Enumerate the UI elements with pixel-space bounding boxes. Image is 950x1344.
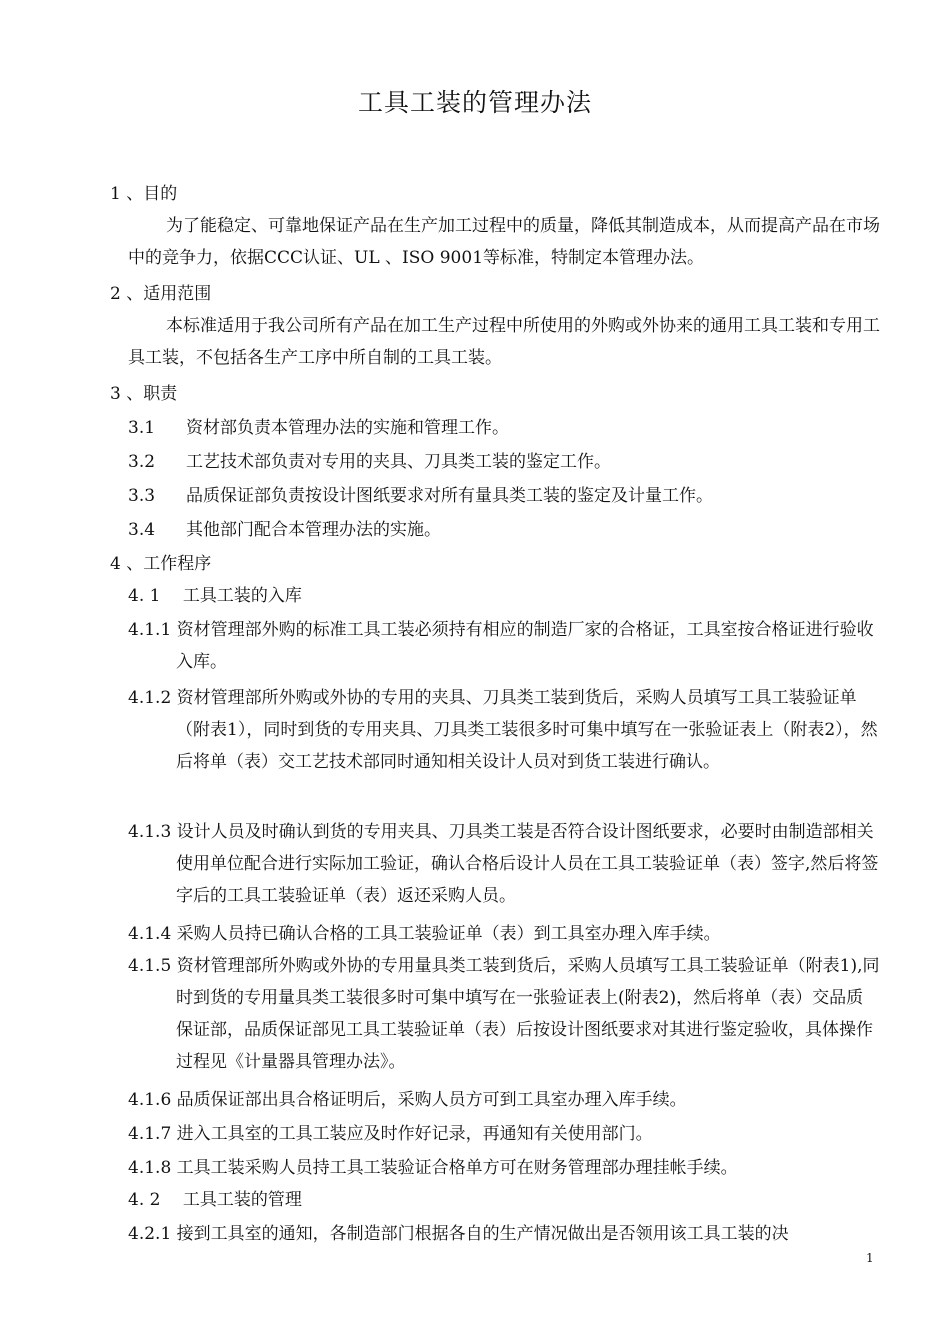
list-item: 4.1.1 资材管理部外购的标准工具工装必须持有相应的制造厂家的合格证，工具室按合格证进行验收入库。 xyxy=(128,620,874,672)
list-item: 4.1.6 品质保证部出具合格证明后，采购人员方可到工具室办理入库手续。 xyxy=(128,1090,687,1110)
subsection-heading-warehousing: 4. 1 工具工装的入库 xyxy=(128,586,302,606)
item-text: 资材部负责本管理办法的实施和管理工作。 xyxy=(186,418,509,438)
section-heading-purpose: 1 、目的 xyxy=(110,184,178,204)
list-item xyxy=(128,514,441,546)
list-item xyxy=(128,446,611,478)
list-item: 4.1.2 资材管理部所外购或外协的专用的夹具、刀具类工装到货后，采购人员填写工具工装验证单（附表1），同时到货的专用夹具、刀具类工装很多时可集中填写在一张验证表上（附表2），然后将单（表）交工艺技术部同时通知相关设计人员对到货工装进行确认。 xyxy=(128,688,878,772)
page-number: 1 xyxy=(866,1251,874,1265)
item-text: 品质保证部负责按设计图纸要求对所有量具类工装的鉴定及计量工作。 xyxy=(186,486,713,506)
paragraph-scope: 本标准适用于我公司所有产品在加工生产过程中所使用的外购或外协来的通用工具工装和专用工具工装，不包括各生产工序中所自制的工具工装。 xyxy=(128,316,880,368)
list-item: 4.1.4 采购人员持已确认合格的工具工装验证单（表）到工具室办理入库手续。 xyxy=(128,924,721,944)
list-item xyxy=(128,412,509,444)
item-text: 工艺技术部负责对专用的夹具、刀具类工装的鉴定工作。 xyxy=(186,452,611,472)
document-title: 工具工装的管理办法 xyxy=(357,88,592,117)
list-item: 4.1.8 工具工装采购人员持工具工装验证合格单方可在财务管理部办理挂帐手续。 xyxy=(128,1158,738,1178)
section-heading-scope: 2 、适用范围 xyxy=(110,284,212,304)
section-heading-responsibility: 3 、职责 xyxy=(110,384,178,404)
section-heading-procedure: 4 、工作程序 xyxy=(110,554,212,574)
item-number: 3.1 xyxy=(128,418,156,438)
item-number: 3.4 xyxy=(128,520,156,540)
item-number: 3.3 xyxy=(128,486,156,506)
item-number: 3.2 xyxy=(128,452,156,472)
item-text: 其他部门配合本管理办法的实施。 xyxy=(186,520,441,540)
subsection-heading-management: 4. 2 工具工装的管理 xyxy=(128,1190,302,1210)
list-item: 4.2.1 接到工具室的通知，各制造部门根据各自的生产情况做出是否领用该工具工装的决 xyxy=(128,1224,789,1244)
paragraph-purpose: 为了能稳定、可靠地保证产品在生产加工过程中的质量，降低其制造成本，从而提高产品在市场中的竞争力，依据CCC认证、UL 、ISO 9001等标准，特制定本管理办法。 xyxy=(128,216,880,268)
list-item: 4.1.3 设计人员及时确认到货的专用夹具、刀具类工装是否符合设计图纸要求，必要时由制造部相关使用单位配合进行实际加工验证，确认合格后设计人员在工具工装验证单（表）签字,然后将签字后的工具工装验证单（表）返还采购人员。 xyxy=(128,822,879,906)
list-item: 4.1.5 资材管理部所外购或外协的专用量具类工装到货后，采购人员填写工具工装验证单（附表1),同时到货的专用量具类工装很多时可集中填写在一张验证表上(附表2)，然后将单（表）交品质保证部，品质保证部见工具工装验证单（表）后按设计图纸要求对其进行鉴定验收，具体操作过程见《计量器具管理办法》。 xyxy=(128,956,880,1072)
list-item: 4.1.7 进入工具室的工具工装应及时作好记录，再通知有关使用部门。 xyxy=(128,1124,653,1144)
list-item xyxy=(128,480,713,512)
